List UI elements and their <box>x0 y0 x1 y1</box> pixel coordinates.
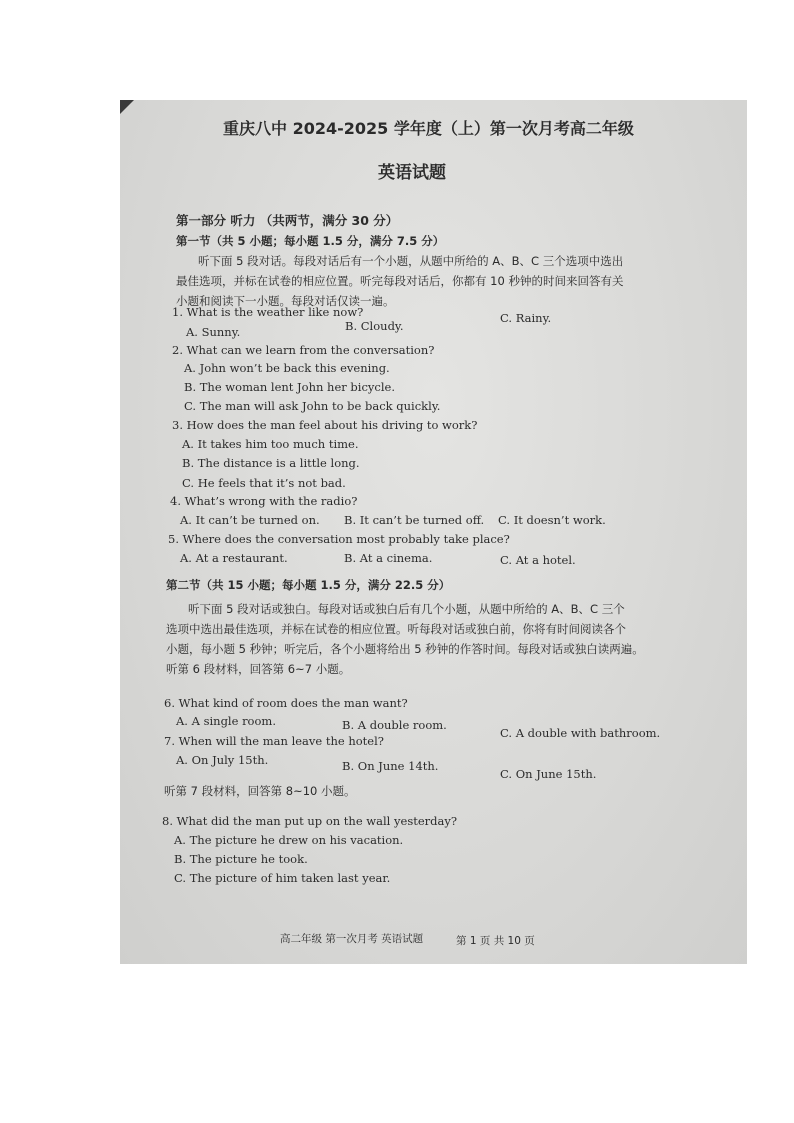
section2-instruction-line: 小题，每小题 5 秒钟；听完后，各个小题将给出 5 秒钟的作答时间。每段对话或独白读两遍。 <box>166 642 644 656</box>
page-corner-fold <box>120 100 134 114</box>
part1-heading: 第一部分 听力 （共两节，满分 30 分） <box>176 213 399 228</box>
question-3-option-c: C. He feels that it’s not bad. <box>182 476 346 490</box>
question-7-option-c: C. On June 15th. <box>500 767 597 781</box>
section2-instruction-line: 听下面 5 段对话或独白。每段对话或独白后有几个小题，从题中所给的 A、B、C 三个 <box>188 602 625 616</box>
section2-instruction-line: 选项中选出最佳选项，并标在试卷的相应位置。听每段对话或独白前，你将有时间阅读各个 <box>166 622 626 636</box>
footer-text: 高二年级 第一次月考 英语试题 <box>280 933 424 945</box>
question-7-option-a: A. On July 15th. <box>176 753 269 767</box>
section2-heading: 第二节（共 15 小题；每小题 1.5 分，满分 22.5 分） <box>166 578 451 592</box>
question-7-option-b: B. On June 14th. <box>342 759 439 773</box>
question-3-stem: 3. How does the man feel about his driving to work? <box>172 418 478 432</box>
question-5-option-b: B. At a cinema. <box>344 551 433 565</box>
question-2-option-a: A. John won’t be back this evening. <box>184 361 390 375</box>
question-5-option-c: C. At a hotel. <box>500 553 576 567</box>
question-6-stem: 6. What kind of room does the man want? <box>164 696 408 710</box>
question-6-option-b: B. A double room. <box>342 718 447 732</box>
question-3-option-b: B. The distance is a little long. <box>182 456 360 470</box>
footer-page-number: 第 1 页 共 10 页 <box>456 935 535 947</box>
question-6-option-a: A. A single room. <box>176 714 276 728</box>
exam-page-photo <box>120 100 747 964</box>
question-1-option-a: A. Sunny. <box>186 325 241 339</box>
material-7-note: 听第 7 段材料，回答第 8~10 小题。 <box>164 784 356 798</box>
section1-heading: 第一节（共 5 小题；每小题 1.5 分，满分 7.5 分） <box>176 234 445 248</box>
section1-instruction-line: 最佳选项，并标在试卷的相应位置。听完每段对话后，你都有 10 秒钟的时间来回答有关 <box>176 274 624 288</box>
question-5-option-a: A. At a restaurant. <box>180 551 288 565</box>
question-3-option-a: A. It takes him too much time. <box>182 437 359 451</box>
question-2-option-b: B. The woman lent John her bicycle. <box>184 380 395 394</box>
question-1-option-c: C. Rainy. <box>500 311 552 325</box>
question-2-option-c: C. The man will ask John to be back quickly. <box>184 399 441 413</box>
question-4-option-c: C. It doesn’t work. <box>498 513 606 527</box>
section1-instruction-line: 听下面 5 段对话。每段对话后有一个小题，从题中所给的 A、B、C 三个选项中选出 <box>198 254 624 268</box>
material-6-note: 听第 6 段材料，回答第 6~7 小题。 <box>166 662 351 676</box>
question-7-stem: 7. When will the man leave the hotel? <box>164 734 384 748</box>
question-8-stem: 8. What did the man put up on the wall yesterday? <box>162 814 458 828</box>
exam-title: 重庆八中 2024-2025 学年度（上）第一次月考高二年级 <box>223 119 634 138</box>
question-4-option-a: A. It can’t be turned on. <box>180 513 320 527</box>
question-6-option-c: C. A double with bathroom. <box>500 726 661 740</box>
question-8-option-b: B. The picture he took. <box>174 852 308 866</box>
question-8-option-a: A. The picture he drew on his vacation. <box>174 833 404 847</box>
exam-subject: 英语试题 <box>378 163 446 183</box>
question-1-stem: 1. What is the weather like now? <box>172 305 364 319</box>
section1-instruction-line: 小题和阅读下一小题。每段对话仅读一遍。 <box>176 294 395 308</box>
question-2-stem: 2. What can we learn from the conversation? <box>172 343 435 357</box>
question-4-option-b: B. It can’t be turned off. <box>344 513 485 527</box>
question-4-stem: 4. What’s wrong with the radio? <box>170 494 358 508</box>
question-1-option-b: B. Cloudy. <box>345 319 404 333</box>
question-8-option-c: C. The picture of him taken last year. <box>174 871 391 885</box>
question-5-stem: 5. Where does the conversation most probably take place? <box>168 532 510 546</box>
